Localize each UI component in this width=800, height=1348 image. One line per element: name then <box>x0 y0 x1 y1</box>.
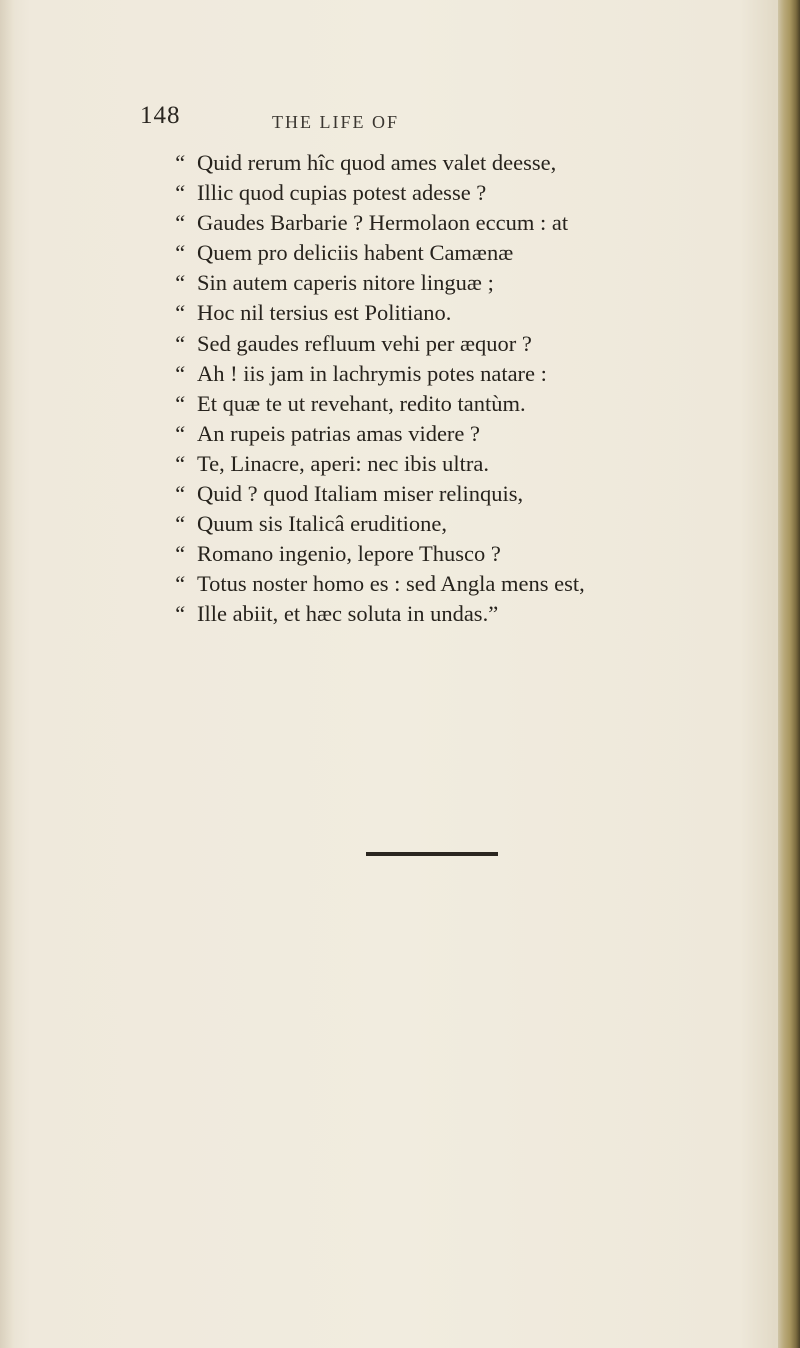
poem-line <box>173 359 693 389</box>
poem-line <box>173 268 693 298</box>
poem-line-text: Ah ! iis jam in lachrymis potes natare : <box>197 360 547 386</box>
section-rule <box>366 852 498 856</box>
poem-line-text: Te, Linacre, aperi: nec ibis ultra. <box>197 450 490 476</box>
poem-line <box>173 298 693 328</box>
poem-line-text: Hoc nil tersius est Politiano. <box>197 300 452 326</box>
opening-quote: “ <box>173 541 186 567</box>
page-edge <box>778 0 800 1348</box>
opening-quote: “ <box>173 270 186 296</box>
opening-quote: “ <box>173 571 186 597</box>
opening-quote: “ <box>173 420 186 446</box>
poem-line-text: Quid ? quod Italiam miser relinquis, <box>197 481 524 507</box>
poem-line-text: Ille abiit, et hæc soluta in undas.” <box>197 601 499 627</box>
opening-quote: “ <box>173 210 186 236</box>
poem-line <box>173 479 693 509</box>
poem-line <box>173 329 693 359</box>
opening-quote: “ <box>173 180 186 206</box>
opening-quote: “ <box>173 150 186 175</box>
opening-quote: “ <box>173 481 186 507</box>
poem-line <box>173 539 693 569</box>
poem-line <box>173 238 693 268</box>
poem-line <box>173 419 693 449</box>
poem-line-text: Sed gaudes refluum vehi per æquor ? <box>197 330 532 356</box>
poem-line <box>173 599 693 629</box>
poem-line <box>173 148 693 178</box>
opening-quote: “ <box>173 240 186 266</box>
running-head-text: THE LIFE OF <box>272 112 399 132</box>
poem-line-text: Quum sis Italicâ eruditione, <box>197 511 447 537</box>
poem-line-text: Et quæ te ut revehant, redito tantùm. <box>197 390 526 416</box>
page-gutter <box>0 0 14 1348</box>
page-number: 148 <box>140 102 181 129</box>
poem-line-text: Totus noster homo es : sed Angla mens est, <box>197 571 585 597</box>
poem-line <box>173 509 693 539</box>
poem-line <box>173 178 693 208</box>
opening-quote: “ <box>173 360 186 386</box>
opening-quote: “ <box>173 300 186 326</box>
poem-line-text: Romano ingenio, lepore Thusco ? <box>197 541 501 567</box>
poem-line-text: Quem pro deliciis habent Camænæ <box>197 240 514 266</box>
poem-line <box>173 569 693 599</box>
poem <box>173 148 693 630</box>
opening-quote: “ <box>173 330 186 356</box>
poem-line-text: Illic quod cupias potest adesse ? <box>197 180 487 206</box>
poem-line-text: Gaudes Barbarie ? Hermolaon eccum : at <box>197 210 569 236</box>
poem-line <box>173 208 693 238</box>
poem-line-text: An rupeis patrias amas videre ? <box>197 420 481 446</box>
opening-quote: “ <box>173 511 186 537</box>
poem-line <box>173 389 693 419</box>
opening-quote: “ <box>173 450 186 476</box>
opening-quote: “ <box>173 390 186 416</box>
running-head <box>240 112 560 133</box>
opening-quote: “ <box>173 601 186 627</box>
poem-line-text: Quid rerum hîc quod ames valet deesse, <box>197 150 557 175</box>
poem-line <box>173 449 693 479</box>
poem-line-text: Sin autem caperis nitore linguæ ; <box>197 270 494 296</box>
